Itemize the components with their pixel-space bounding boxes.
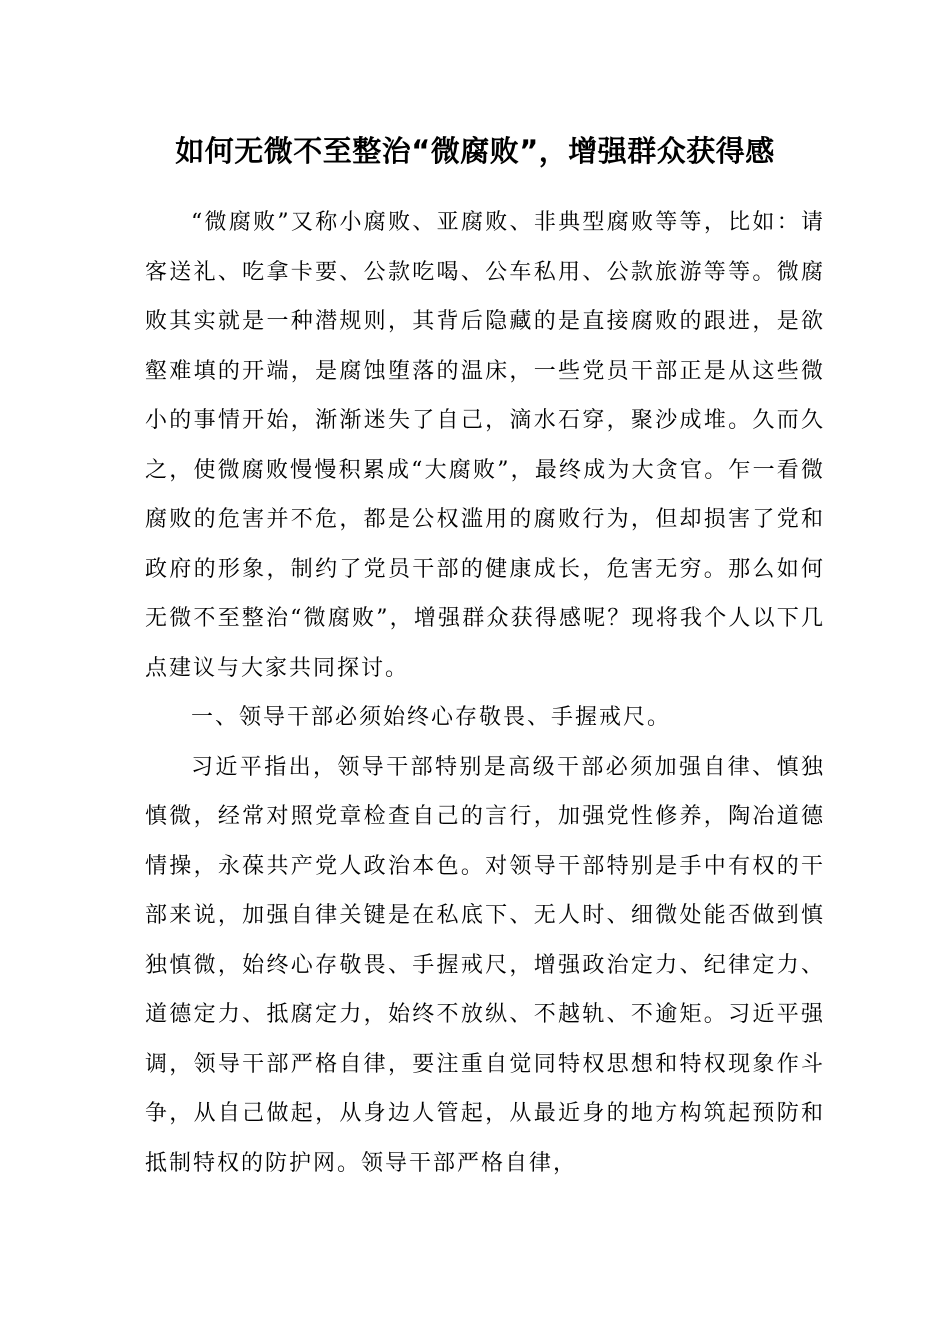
document-title: 如何无微不至整治“微腐败”，增强群众获得感 xyxy=(175,134,775,168)
body-paragraph-section-1: 习近平指出，领导干部特别是高级干部必须加强自律、慎独慎微，经常对照党章检查自己的言行，加强党性修养，陶冶道德情操，永葆共产党人政治本色。对领导干部特别是手中有权的干部来说，加强自律关键是在私底下、无人时、细微处能否做到慎独慎微，始终心存敬畏、手握戒尺，增强政治定力、纪律定力、道德定力、抵腐定力，始终不放纵、不越轨、不逾矩。习近平强调，领导干部严格自律，要注重自觉同特权思想和特权现象作斗争，从自己做起，从身边人管起，从最近身的地方构筑起预防和抵制特权的防护网。领导干部严格自律， xyxy=(145,754,825,1176)
body-paragraph-intro: “微腐败”又称小腐败、亚腐败、非典型腐败等等，比如：请客送礼、吃拿卡要、公款吃喝、公车私用、公款旅游等等。微腐败其实就是一种潜规则，其背后隐藏的是直接腐败的跟进，是欲壑难填的开端，是腐蚀堕落的温床，一些党员干部正是从这些微小的事情开始，渐渐迷失了自己，滴水石穿，聚沙成堆。久而久之，使微腐败慢慢积累成“大腐败”，最终成为大贪官。乍一看微腐败的危害并不危，都是公权滥用的腐败行为，但却损害了党和政府的形象，制约了党员干部的健康成长，危害无穷。那么如何无微不至整治“微腐败”，增强群众获得感呢？现将我个人以下几点建议与大家共同探讨。 xyxy=(145,210,825,681)
document-body xyxy=(145,198,825,1188)
section-heading-1: 一、领导干部必须始终心存敬畏、手握戒尺。 xyxy=(191,705,672,730)
